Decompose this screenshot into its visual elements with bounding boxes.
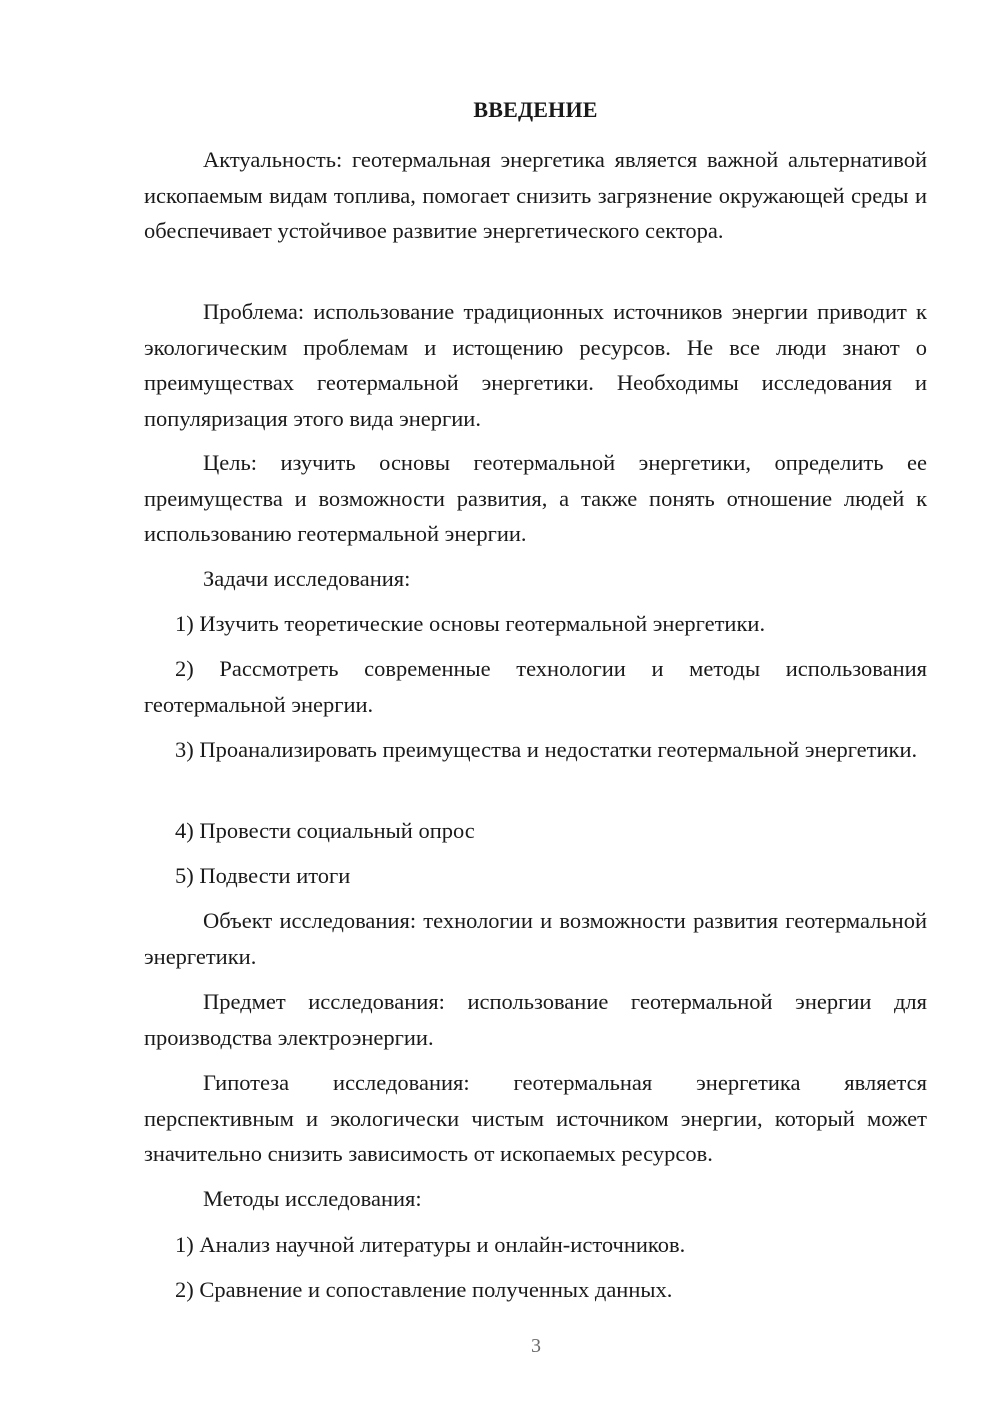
paragraph-subject: Предмет исследования: использование геотермальной энергии для производства электроэнергии. <box>144 989 927 1050</box>
method-item: 1) Анализ научной литературы и онлайн-источников. <box>175 1232 686 1257</box>
methods-heading: Методы исследования: <box>203 1186 422 1211</box>
task-item: 3) Проанализировать преимущества и недостатки геотермальной энергетики. <box>175 737 918 762</box>
paragraph-hypothesis: Гипотеза исследования: геотермальная энергетика является перспективным и экологически чистым источником энергии, который может значительно снизить зависимость от ископаемых ресурсов. <box>144 1070 927 1166</box>
method-item: 2) Сравнение и сопоставление полученных данных. <box>175 1277 673 1302</box>
tasks-heading: Задачи исследования: <box>203 566 411 591</box>
task-item: 5) Подвести итоги <box>175 863 351 888</box>
page-number: 3 <box>531 1335 541 1357</box>
paragraph-problem: Проблема: использование традиционных источников энергии приводит к экологическим проблемам и истощению ресурсов. Не все люди знают о преимуществах геотермальной энергетики. Необходимы исследования и популяризация этого вида энергии. <box>144 299 927 431</box>
task-item: 4) Провести социальный опрос <box>175 818 475 843</box>
paragraph-goal: Цель: изучить основы геотермальной энергетики, определить ее преимущества и возможности развития, а также понять отношение людей к использованию геотермальной энергии. <box>144 450 927 546</box>
task-item: 2) Рассмотреть современные технологии и методы использования геотермальной энергии. <box>144 656 927 717</box>
paragraph-object: Объект исследования: технологии и возможности развития геотермальной энергетики. <box>144 908 927 969</box>
section-heading: ВВЕДЕНИЕ <box>473 97 598 122</box>
paragraph-relevance: Актуальность: геотермальная энергетика является важной альтернативой ископаемым видам топлива, помогает снизить загрязнение окружающей среды и обеспечивает устойчивое развитие энергетического сектора. <box>144 147 927 243</box>
task-item: 1) Изучить теоретические основы геотермальной энергетики. <box>175 611 766 636</box>
